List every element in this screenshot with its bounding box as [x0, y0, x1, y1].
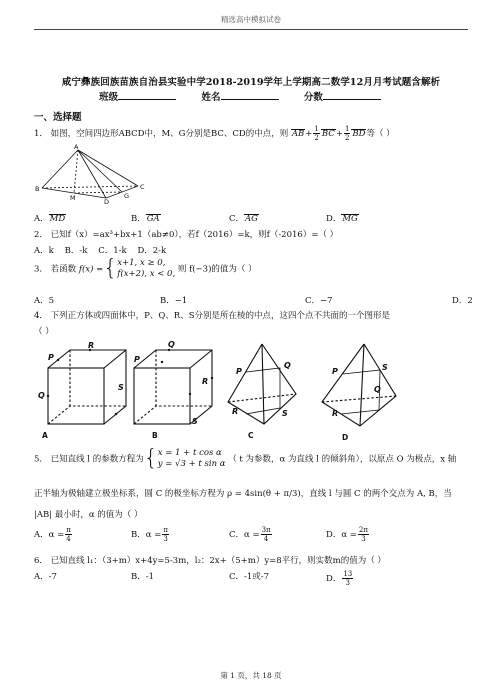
q3-tail: 则 f(−3)的值为（ ） — [177, 264, 257, 275]
q1-vec-bc: BC — [321, 129, 335, 139]
q1-option-c[interactable]: C．AG — [229, 214, 258, 224]
fig1-label-a: A — [74, 143, 79, 151]
q5-line-2: 正半轴为极轴建立极坐标系，圆 C 的极坐标方程为 ρ = 4sin(θ + π/3)，直线 l 与圆 C 的两个交点为 A, B，当 — [34, 489, 452, 499]
question-4: 4． 下列正方体或四面体中，P、Q、R、S分别是所在棱的中点，这四个点不共面的一个图形是 — [34, 311, 391, 321]
question-1 — [34, 125, 395, 142]
svg-text:Q: Q — [374, 385, 381, 394]
score-blank — [323, 90, 381, 100]
class-blank — [118, 90, 176, 100]
svg-text:R: R — [232, 407, 239, 416]
fig1-label-m: M — [70, 194, 76, 202]
q2-option-a[interactable]: A．k — [34, 246, 54, 256]
q1-vec-bd: BD — [352, 129, 366, 139]
q4-figures — [34, 338, 434, 444]
q6-option-b[interactable]: B．-1 — [131, 572, 155, 582]
fig1-label-d: D — [104, 198, 110, 204]
q6-option-a[interactable]: A．-7 — [34, 572, 57, 582]
q6-option-d[interactable]: D． $\frac{13}{3}$ — [326, 570, 353, 587]
name-blank — [221, 90, 279, 100]
q1-figure — [34, 142, 154, 204]
q6-option-c[interactable]: C．-1或-7 — [229, 572, 270, 582]
svg-text:R: R — [88, 341, 95, 350]
svg-text:S: S — [282, 409, 288, 418]
svg-text:P: P — [134, 355, 140, 364]
question-5 — [34, 448, 456, 470]
name-label: 姓名 — [201, 92, 221, 103]
class-label: 班级 — [99, 92, 119, 103]
svg-text:R: R — [202, 377, 209, 386]
q3-cases: x+1, x ≥ 0, f(x+2), x < 0, — [117, 258, 176, 279]
q5-option-a[interactable]: A．α = $\frac{\pi}{4}$ — [34, 526, 71, 543]
q2-option-d[interactable]: D．2-k — [137, 246, 167, 256]
q1-plus-2: + — [335, 129, 343, 139]
q5-option-c[interactable]: C．α = $\frac{3\pi}{4}$ — [229, 526, 271, 543]
q1-text: 1． 如图，空间四边形ABCD中，M、G分别是BC、CD的中点，则 — [34, 129, 289, 139]
svg-text:S: S — [192, 417, 198, 426]
q5-brace: { — [143, 446, 158, 471]
fig1-label-c: C — [140, 183, 145, 191]
q3-option-c[interactable]: C．−7 — [305, 296, 333, 306]
fig1-label-b: B — [35, 185, 40, 193]
q2-option-b[interactable]: B．-k — [64, 246, 88, 256]
svg-text:S: S — [382, 363, 388, 372]
q5-param-eq: x = 1 + t cos α y = √3 + t sin α — [157, 448, 226, 469]
score-label: 分数 — [303, 92, 323, 103]
svg-text:P: P — [48, 353, 54, 362]
q5-option-d[interactable]: D．α = $\frac{2\pi}{3}$ — [326, 526, 368, 543]
svg-text:P: P — [236, 367, 242, 376]
q1-half-1: $\frac{1}{2}$ — [314, 125, 319, 142]
svg-text:Q: Q — [284, 361, 291, 370]
q1-option-a[interactable]: A．MD — [34, 214, 66, 224]
question-2: 2． 已知f（x）=ax³+bx+1（ab≠0），若f（2016）=k，则f（-2016）=（ ） — [34, 230, 339, 240]
fig-a-label: A — [42, 431, 48, 440]
fig1-label-g: G — [124, 192, 130, 200]
q2-option-c[interactable]: C．1-k — [98, 246, 127, 256]
q4-paren: （ ） — [34, 327, 54, 337]
q1-option-b[interactable]: B．GA — [131, 214, 160, 224]
fig-b-label: B — [152, 431, 158, 440]
q3-option-a[interactable]: A．5 — [34, 296, 55, 306]
fig-c-label: C — [248, 431, 254, 440]
q5-line-3: |AB| 最小时，α 的值为（ ） — [34, 510, 143, 520]
fig-d-label: D — [342, 433, 349, 442]
student-info-fields — [0, 89, 502, 103]
q3-fx: f(x) = — [78, 264, 104, 275]
q1-tail: 等（ ） — [366, 129, 395, 139]
q5-prefix: 5． 已知直线 l 的参数方程为 — [34, 454, 144, 465]
svg-text:R: R — [332, 409, 339, 418]
q3-brace: { — [103, 256, 118, 281]
exam-title: 咸宁彝族回族苗族自治县实验中学2018-2019学年上学期高二数学12月月考试题含解析 — [61, 77, 441, 88]
q1-half-2: $\frac{1}{2}$ — [344, 125, 350, 142]
q1-plus: + — [305, 129, 313, 139]
q1-vec-ab: AB — [291, 129, 305, 139]
svg-text:Q: Q — [38, 391, 45, 400]
page-header: 精选高中模拟试卷 — [221, 15, 281, 24]
page-footer: 第 1 页，共 18 页 — [220, 671, 282, 680]
q1-option-d[interactable]: D．MG — [326, 214, 358, 224]
q5-after: （ t 为参数，α 为直线 l 的倾斜角），以原点 O 为极点，x 轴 — [228, 454, 457, 465]
svg-text:P: P — [332, 367, 338, 376]
q2-options — [34, 244, 166, 256]
svg-text:S: S — [118, 383, 124, 392]
section-title: 一、选择题 — [34, 112, 82, 123]
q5-option-b[interactable]: B．α = $\frac{\pi}{3}$ — [131, 526, 168, 543]
question-3 — [34, 258, 257, 280]
q3-option-b[interactable]: B．−1 — [160, 296, 188, 306]
q3-prefix: 3． 若函数 — [34, 264, 77, 275]
q3-option-d[interactable]: D．2 — [452, 296, 473, 306]
header-divider — [34, 29, 468, 30]
question-6: 6． 已知直线 l₁：（3+m）x+4y=5-3m，l₂：2x+（5+m）y=8平行，则实数m的值为（ ） — [34, 556, 386, 566]
svg-text:Q: Q — [168, 340, 175, 349]
